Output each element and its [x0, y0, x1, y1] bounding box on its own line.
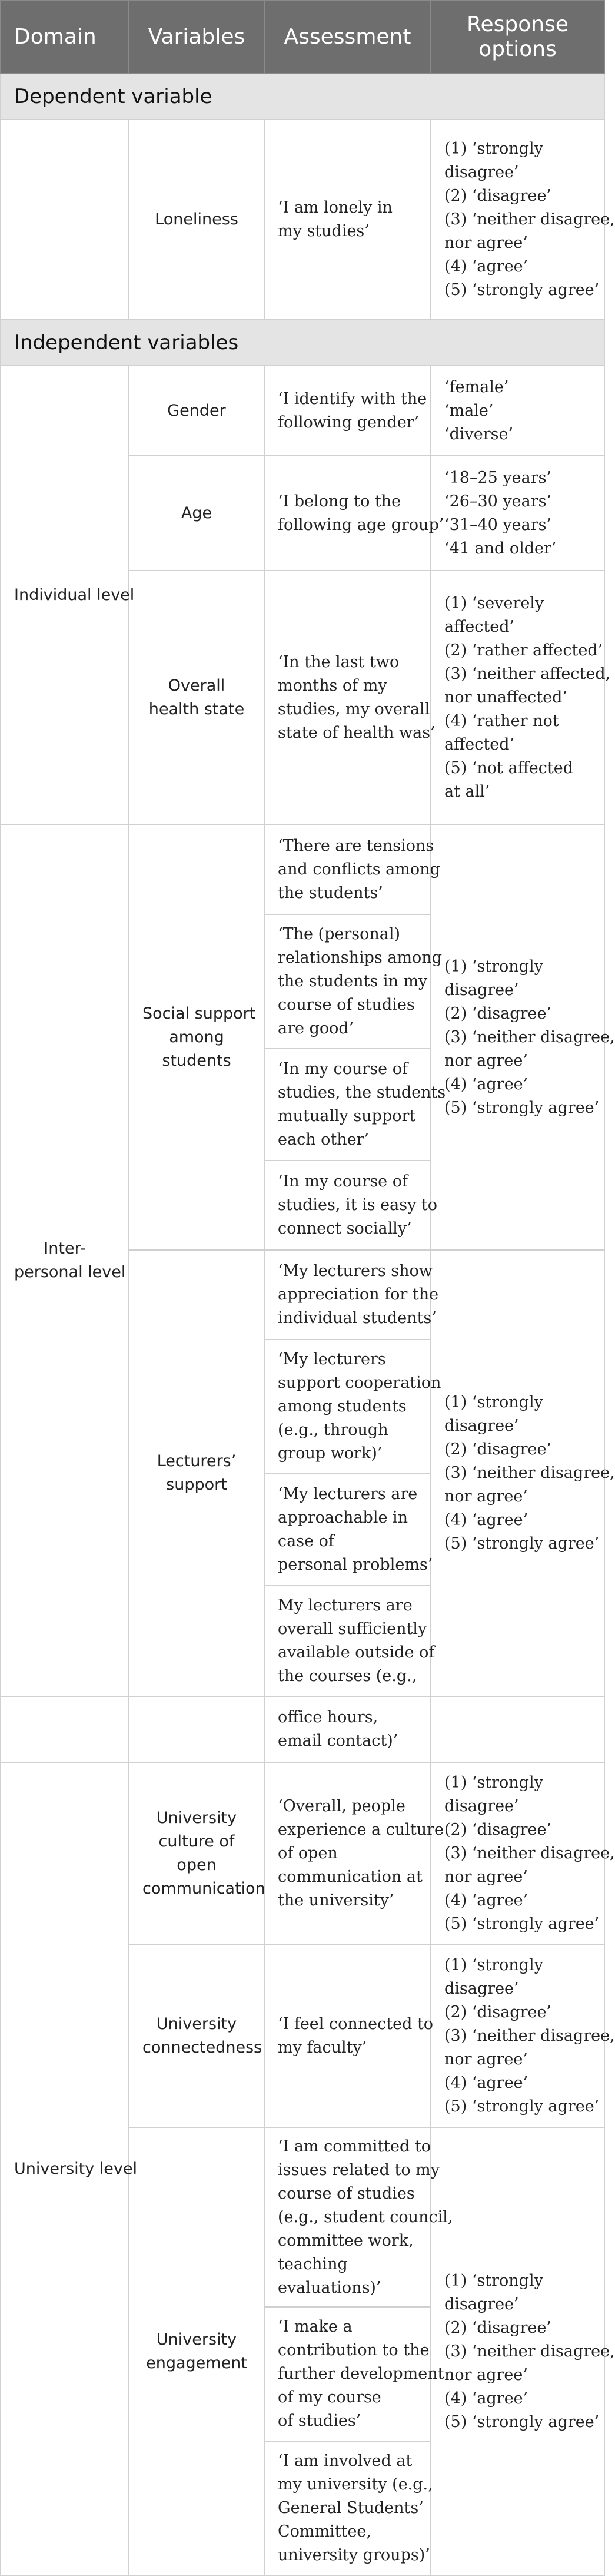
variable-university-culture [129, 1762, 264, 1945]
domain-cell-empty [1, 1696, 129, 1762]
cell-text-line: disagree’ [444, 1797, 519, 1815]
cell-text-line: ‘In the last two [278, 653, 400, 671]
cell-text-line: ‘In my course of [278, 1172, 408, 1191]
variable-loneliness [129, 120, 264, 320]
cell-text-line: Age [181, 503, 212, 522]
assessment-lecturers-4-continued [264, 1696, 431, 1762]
cell-text-line: Lecturers’ [157, 1452, 237, 1470]
cell-text-line: studies, the students [278, 1083, 446, 1102]
cell-text-line: Inter- [44, 1239, 86, 1258]
cell-text-line: the university’ [278, 1891, 394, 1909]
assessment-lecturers-1 [264, 1250, 439, 1340]
domain-interpersonal-level [1, 825, 129, 1696]
cell-text-line: experience a culture [278, 1821, 444, 1839]
response-cell-empty [431, 1696, 604, 1762]
variable-university-connectedness [129, 1945, 264, 2127]
assessment-engagement-1 [264, 2127, 453, 2307]
cell-text-line: ‘male’ [444, 401, 494, 420]
cell-text-line: email contact)’ [278, 1732, 398, 1750]
cell-text-line: office hours, [278, 1708, 378, 1726]
cell-text-line: (5) ‘strongly agree’ [444, 1099, 600, 1117]
cell-text-line: ‘Overall, people [278, 1797, 405, 1815]
table-header-row [1, 1, 604, 74]
cell-text-line: course of studies [278, 2184, 415, 2203]
cell-text-line: communication at [278, 1868, 423, 1886]
assessment-social-support-2 [264, 914, 442, 1049]
cell-text-line: disagree’ [444, 1417, 519, 1435]
cell-text-line: health state [148, 700, 245, 718]
response-gender [431, 366, 604, 456]
section-row-dependent [1, 74, 604, 120]
cell-text-line: (1) ‘severely [444, 594, 544, 612]
cell-text-line: University [156, 2330, 237, 2349]
assessment-engagement-3 [264, 2441, 431, 2575]
variable-university-engagement [129, 2127, 264, 2575]
cell-text-line: open [177, 1856, 217, 1874]
cell-text-line: (2) ‘disagree’ [444, 2318, 552, 2337]
cell-text-line: Social support [142, 1004, 256, 1023]
cell-text-line: following gender’ [278, 413, 420, 432]
cell-text-line: University [156, 1809, 237, 1827]
response-culture [431, 1762, 615, 1945]
cell-text-line: each other’ [278, 1130, 370, 1149]
variable-age [129, 456, 264, 571]
cell-text-line: (5) ‘strongly agree’ [444, 1915, 600, 1933]
cell-text-line: appreciation for the [278, 1285, 439, 1304]
response-health [431, 571, 611, 825]
response-lecturers-support [431, 1250, 615, 1696]
cell-text-line: support [166, 1476, 227, 1494]
table-row [1, 366, 604, 456]
cell-text-line: group work)’ [278, 1444, 383, 1463]
cell-text-line: nor agree’ [444, 1487, 528, 1506]
cell-text-line: studies, my overall [278, 700, 430, 718]
response-age [431, 456, 604, 571]
cell-text-line: further development [278, 2365, 444, 2383]
cell-text-line: (1) ‘strongly [444, 140, 543, 158]
cell-text-line: (e.g., through [278, 1421, 388, 1439]
table-row-continuation [1, 1696, 604, 1762]
variable-overall-health-state [129, 571, 264, 825]
cell-text-line: ‘I feel connected to [278, 2015, 434, 2033]
cell-text-line: (1) ‘strongly [444, 957, 543, 976]
cell-text-line: ‘diverse’ [444, 425, 514, 443]
cell-text-line: contribution to the [278, 2341, 430, 2359]
cell-text-line: and conflicts among [278, 860, 440, 878]
cell-text-line: ‘female’ [444, 377, 509, 396]
variable-social-support [129, 825, 264, 1250]
cell-text-line: (3) ‘neither disagree, [444, 1028, 615, 1046]
cell-text-line: issues related to my [278, 2160, 440, 2179]
cell-text-line: (2) ‘disagree’ [444, 1440, 552, 1458]
cell-text-line: (1) ‘strongly [444, 1773, 543, 1792]
cell-text-line: my university (e.g., [278, 2475, 433, 2494]
cell-text-line: evaluations)’ [278, 2278, 381, 2297]
cell-text-line: studies, it is easy to [278, 1196, 438, 1214]
cell-text-line: (3) ‘neither disagree, [444, 1464, 615, 1482]
cell-text-line: among [169, 1028, 224, 1046]
cell-text-line: (3) ‘neither disagree, [444, 210, 615, 228]
table-row [1, 1762, 604, 1945]
cell-text-line: overall sufficiently [278, 1620, 427, 1638]
cell-text-line: (4) ‘agree’ [444, 1511, 528, 1529]
domain-university-level [1, 1762, 137, 2575]
cell-text-line: affected’ [444, 735, 515, 754]
header-variables: Variables [129, 1, 264, 74]
table-row [1, 120, 604, 320]
assessment-loneliness [264, 120, 431, 320]
cell-text-line: the courses (e.g., [278, 1667, 417, 1685]
cell-text-line: university groups)’ [278, 2546, 430, 2564]
cell-text-line: ‘My lecturers [278, 1350, 386, 1368]
cell-text-line: Response [467, 12, 569, 37]
variable-cell-empty [129, 1696, 264, 1762]
cell-text-line: among students [278, 1397, 407, 1415]
assessment-lecturers-2 [264, 1340, 441, 1474]
cell-text-line: connect socially’ [278, 1219, 412, 1238]
assessment-health [264, 571, 436, 825]
cell-text-line: (2) ‘disagree’ [444, 187, 552, 205]
cell-text-line: nor unaffected’ [444, 688, 567, 707]
cell-text-line: nor agree’ [444, 234, 528, 252]
cell-text-line: (5) ‘strongly agree’ [444, 2097, 600, 2116]
assessment-social-support-4 [264, 1161, 438, 1250]
cell-text-line: ‘I make a [278, 2318, 353, 2336]
cell-text-line: nor agree’ [444, 1052, 528, 1070]
cell-text-line: nor agree’ [444, 2050, 528, 2068]
domain-cell-empty [1, 120, 129, 320]
cell-text-line: ‘41 and older’ [444, 539, 557, 558]
cell-text-line: My lecturers are [278, 1596, 413, 1614]
cell-text-line: (3) ‘neither disagree, [444, 2027, 615, 2045]
cell-text-line: (1) ‘strongly [444, 1393, 543, 1411]
cell-text-line: students [162, 1052, 231, 1070]
response-loneliness [431, 120, 615, 320]
section-dependent-variable: Dependent variable [1, 74, 604, 120]
cell-text-line: ‘My lecturers are [278, 1485, 418, 1503]
cell-text-line: ‘I identify with the [278, 389, 427, 408]
cell-text-line: my studies’ [278, 222, 370, 240]
cell-text-line: University [156, 2015, 237, 2033]
assessment-social-support-1 [264, 825, 440, 914]
cell-text-line: (4) ‘agree’ [444, 2389, 528, 2408]
cell-text-line: ‘26–30 years’ [444, 492, 552, 510]
cell-text-line: ‘I am committed to [278, 2137, 431, 2156]
header-response-options [431, 1, 604, 74]
cell-text-line: (4) ‘agree’ [444, 1891, 528, 1909]
cell-text-line: ‘18–25 years’ [444, 468, 552, 487]
cell-text-line: of studies’ [278, 2412, 361, 2430]
cell-text-line: disagree’ [444, 163, 519, 181]
cell-text-line: personal level [14, 1263, 126, 1281]
cell-text-line: affected’ [444, 618, 515, 636]
cell-text-line: course of studies [278, 996, 415, 1014]
cell-text-line: nor agree’ [444, 1868, 528, 1886]
cell-text-line: (4) ‘agree’ [444, 2074, 528, 2092]
variable-gender [129, 366, 264, 456]
cell-text-line: (5) ‘strongly agree’ [444, 1534, 600, 1553]
cell-text-line: (4) ‘rather not [444, 712, 559, 730]
cell-text-line: ‘I belong to the [278, 492, 401, 510]
cell-text-line: following age group’ [278, 515, 444, 534]
assessment-lecturers-3 [264, 1474, 431, 1586]
cell-text-line: ‘My lecturers show [278, 1262, 433, 1280]
cell-text-line: culture of [158, 1832, 235, 1851]
cell-text-line: ‘I am involved at [278, 2452, 413, 2470]
assessment-lecturers-4 [264, 1586, 435, 1696]
cell-text-line: (3) ‘neither disagree, [444, 1844, 615, 1862]
cell-text-line: state of health was’ [278, 724, 436, 742]
cell-text-line: case of [278, 1532, 334, 1550]
cell-text-line: personal problems’ [278, 1556, 433, 1574]
cell-text-line: options [478, 37, 557, 61]
cell-text-line: ‘The (personal) [278, 925, 401, 943]
cell-text-line: (e.g., student council, [278, 2207, 453, 2226]
assessment-culture [264, 1762, 444, 1945]
cell-text-line: are good’ [278, 1019, 354, 1037]
cell-text-line: (2) ‘rather affected’ [444, 641, 603, 659]
cell-text-line: (2) ‘disagree’ [444, 2003, 552, 2021]
cell-text-line: at all’ [444, 783, 490, 801]
response-social-support [431, 825, 615, 1250]
assessment-engagement-2 [264, 2307, 444, 2441]
assessment-gender [264, 366, 431, 456]
cell-text-line: the students’ [278, 884, 383, 902]
cell-text-line: teaching [278, 2255, 348, 2273]
table-row [1, 825, 604, 914]
cell-text-line: General Students’ [278, 2499, 424, 2517]
assessment-age [264, 456, 444, 571]
cell-text-line: committee work, [278, 2231, 414, 2250]
cell-text-line: ‘31–40 years’ [444, 515, 552, 534]
header-assessment: Assessment [264, 1, 431, 74]
cell-text-line: mutually support [278, 1107, 416, 1125]
cell-text-line: University level [14, 2159, 137, 2178]
cell-text-line: (5) ‘strongly agree’ [444, 2412, 600, 2431]
cell-text-line: Overall [168, 677, 225, 695]
cell-text-line: disagree’ [444, 981, 519, 999]
cell-text-line: (2) ‘disagree’ [444, 1821, 552, 1839]
cell-text-line: Committee, [278, 2522, 371, 2541]
cell-text-line: Individual level [14, 586, 135, 604]
cell-text-line: (4) ‘agree’ [444, 1075, 528, 1093]
header-domain: Domain [1, 1, 129, 74]
assessment-connectedness [264, 1945, 434, 2127]
response-engagement [431, 2127, 615, 2575]
cell-text-line: Gender [167, 401, 226, 420]
cell-text-line: (2) ‘disagree’ [444, 1004, 552, 1023]
cell-text-line: ‘In my course of [278, 1060, 408, 1078]
cell-text-line: the students in my [278, 972, 428, 990]
cell-text-line: months of my [278, 677, 387, 695]
variable-lecturers-support [129, 1250, 264, 1696]
cell-text-line: connectedness [142, 2038, 262, 2057]
assessment-social-support-3 [264, 1049, 446, 1161]
cell-text-line: nor agree’ [444, 2365, 528, 2384]
domain-individual-level [1, 366, 135, 825]
cell-text-line: Loneliness [155, 210, 238, 228]
cell-text-line: disagree’ [444, 1980, 519, 1998]
cell-text-line: (1) ‘strongly [444, 1956, 543, 1974]
response-connectedness [431, 1945, 615, 2127]
cell-text-line: (5) ‘strongly agree’ [444, 281, 600, 299]
cell-text-line: of my course [278, 2388, 381, 2406]
cell-text-line: of open [278, 1844, 338, 1862]
cell-text-line: (3) ‘neither affected, [444, 665, 611, 683]
section-independent-variables: Independent variables [1, 320, 604, 366]
cell-text-line: available outside of [278, 1643, 435, 1662]
cell-text-line: (5) ‘not affected [444, 759, 573, 777]
cell-text-line: ‘I am lonely in [278, 198, 393, 217]
cell-text-line: (1) ‘strongly [444, 2271, 543, 2290]
cell-text-line: my faculty’ [278, 2038, 367, 2057]
cell-text-line: approachable in [278, 1509, 408, 1527]
cell-text-line: (3) ‘neither disagree, [444, 2342, 615, 2360]
cell-text-line: disagree’ [444, 2295, 519, 2313]
section-row-independent [1, 320, 604, 366]
cell-text-line: individual students’ [278, 1309, 437, 1327]
cell-text-line: ‘There are tensions [278, 837, 434, 855]
cell-text-line: support cooperation [278, 1374, 441, 1392]
cell-text-line: (4) ‘agree’ [444, 257, 528, 276]
cell-text-line: communication [142, 1879, 265, 1898]
cell-text-line: engagement [146, 2353, 247, 2372]
cell-text-line: relationships among [278, 949, 442, 967]
